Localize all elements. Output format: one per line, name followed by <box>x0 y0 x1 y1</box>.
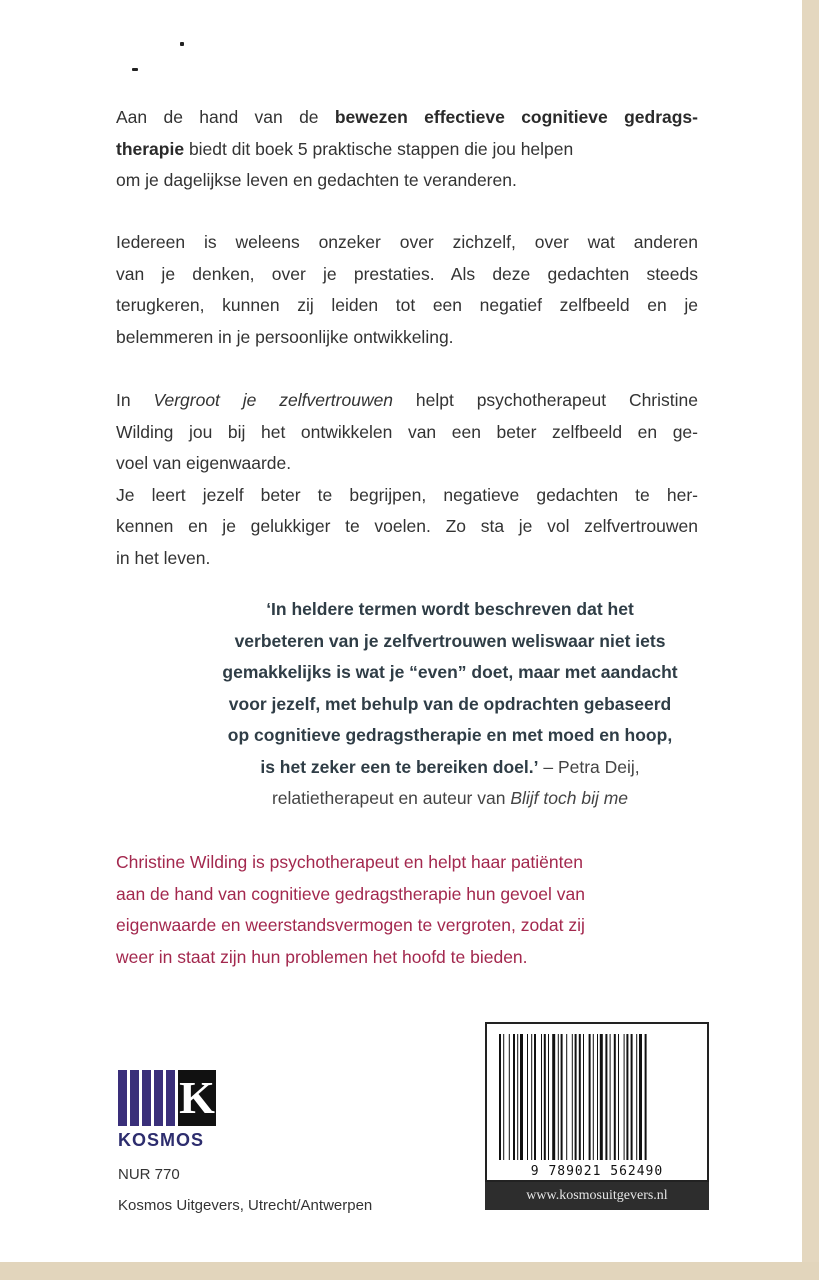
barcode-bar <box>614 1034 616 1160</box>
barcode-bar <box>618 1034 619 1160</box>
ink-speck <box>132 68 138 71</box>
barcode-bar <box>610 1034 611 1160</box>
para3-pre: In <box>116 390 154 410</box>
barcode-bar <box>631 1034 633 1160</box>
barcode-bar <box>541 1034 542 1160</box>
para3-line-5: kennen en je gelukkiger te voelen. Zo sta je vol zelfvertrouwen <box>116 516 698 536</box>
barcode-bar <box>626 1034 628 1160</box>
barcode-bar <box>597 1034 598 1160</box>
barcode-bar <box>624 1034 625 1160</box>
nur-code: NUR 770 <box>118 1166 180 1183</box>
barcode-bar <box>639 1034 642 1160</box>
logo-stripes <box>118 1070 178 1126</box>
intro-bold-1: bewezen effectieve cognitieve gedrags- <box>334 107 698 127</box>
barcode-bar <box>566 1034 567 1160</box>
quote-attribution: – Petra Deij, <box>538 756 640 777</box>
barcode-bar <box>517 1034 518 1160</box>
barcode-bar <box>561 1034 563 1160</box>
paragraph-3 <box>116 385 698 574</box>
barcode-bar <box>572 1034 573 1160</box>
barcode-bar <box>552 1034 555 1160</box>
paragraph-2 <box>116 227 698 353</box>
quote-line-6 <box>170 752 730 784</box>
barcode-bar <box>600 1034 603 1160</box>
quote-line-3: gemakkelijks is wat je “even” doet, maar met aandacht <box>222 662 678 682</box>
quote-line-5: op cognitieve gedragstherapie en met moed en hoop, <box>227 725 673 745</box>
quote-line-1: ‘In heldere termen wordt beschreven dat het <box>266 599 634 619</box>
author-bio <box>116 847 708 973</box>
intro-bold-2: therapie <box>116 138 185 159</box>
barcode <box>485 1022 709 1182</box>
barcode-bar <box>583 1034 584 1160</box>
publisher-address: Kosmos Uitgevers, Utrecht/Antwerpen <box>118 1197 373 1214</box>
intro-pre: Aan de hand van de <box>116 107 335 127</box>
para2-line-4: belemmeren in je persoonlijke ontwikkeling. <box>116 326 454 347</box>
ink-speck <box>180 42 184 46</box>
barcode-bar <box>527 1034 528 1160</box>
intro-line-3: om je dagelijkse leven en gedachten te veranderen. <box>116 170 517 190</box>
para3-line-3: voel van eigenwaarde. <box>116 453 292 473</box>
barcode-bar <box>579 1034 581 1160</box>
publisher-brand: KOSMOS <box>118 1130 205 1150</box>
barcode-bar <box>589 1034 591 1160</box>
barcode-bar <box>520 1034 523 1160</box>
barcode-bar <box>548 1034 549 1160</box>
review-quote <box>170 594 730 815</box>
barcode-bar <box>534 1034 536 1160</box>
intro-rest: biedt dit boek 5 praktische stappen die jou helpen <box>184 138 574 159</box>
barcode-bar <box>636 1034 637 1160</box>
intro-line-2 <box>116 134 698 166</box>
book-title: Vergroot je zelfvertrouwen <box>153 390 394 410</box>
bio-line-1: Christine Wilding is psychotherapeut en helpt haar patiënten <box>116 852 583 872</box>
intro-line-1 <box>116 102 698 134</box>
barcode-bar <box>593 1034 594 1160</box>
bio-line-2: aan de hand van cognitieve gedragstherapie hun gevoel van <box>116 883 585 904</box>
barcode-bar <box>531 1034 532 1160</box>
quote-line-6-text: is het zeker een te bereiken doel.’ <box>260 756 539 777</box>
quote-line-4: voor jezelf, met behulp van de opdrachten gebaseerd <box>228 693 672 714</box>
para3-line-6: in het leven. <box>116 547 211 568</box>
barcode-bar <box>645 1034 647 1160</box>
isbn-digits: 9 789021 562490 <box>530 1164 664 1179</box>
intro-paragraph <box>116 102 698 197</box>
bio-line-4: weer in staat zijn hun problemen het hoofd te bieden. <box>116 946 528 967</box>
publisher-url: www.kosmosuitgevers.nl <box>485 1182 709 1210</box>
para2-line-3: terugkeren, kunnen zij leiden tot een negatief zelfbeeld en je <box>116 295 698 315</box>
page-edge-bottom <box>0 1262 819 1280</box>
logo-stripe <box>118 1070 127 1126</box>
quote-line-7-text: relatietherapeut en auteur van <box>271 788 511 808</box>
logo-stripe <box>166 1070 175 1126</box>
barcode-bar <box>575 1034 577 1160</box>
para3-line-4: Je leert jezelf beter te begrijpen, negatieve gedachten te her- <box>116 484 698 505</box>
para3-line-2: Wilding jou bij het ontwikkelen van een beter zelfbeeld en ge- <box>116 421 698 442</box>
bio-line-3: eigenwaarde en weerstandsvermogen te vergroten, zodat zij <box>116 915 585 935</box>
kosmos-logo <box>118 1070 214 1126</box>
barcode-bar <box>509 1034 510 1160</box>
quote-line-7 <box>170 783 730 815</box>
logo-letter: K <box>178 1070 216 1126</box>
barcode-bar <box>605 1034 607 1160</box>
logo-stripe <box>154 1070 163 1126</box>
barcode-bar <box>558 1034 559 1160</box>
quote-line-2: verbeteren van je zelfvertrouwen weliswaar niet iets <box>234 630 666 651</box>
barcode-bar <box>503 1034 504 1160</box>
para2-line-1: Iedereen is weleens onzeker over zichzelf, over wat anderen <box>116 232 698 252</box>
barcode-bar <box>544 1034 546 1160</box>
logo-stripe <box>130 1070 139 1126</box>
page-edge-right <box>802 0 819 1280</box>
para2-line-2: van je denken, over je prestaties. Als deze gedachten steeds <box>116 263 698 284</box>
quoted-book-title: Blijf toch bij me <box>510 788 629 808</box>
barcode-bar <box>513 1034 515 1160</box>
para3-rest: helpt psychotherapeut Christine <box>393 390 698 410</box>
logo-stripe <box>142 1070 151 1126</box>
para3-line-1 <box>116 385 698 417</box>
barcode-bars <box>497 1034 697 1160</box>
barcode-bar <box>499 1034 501 1160</box>
